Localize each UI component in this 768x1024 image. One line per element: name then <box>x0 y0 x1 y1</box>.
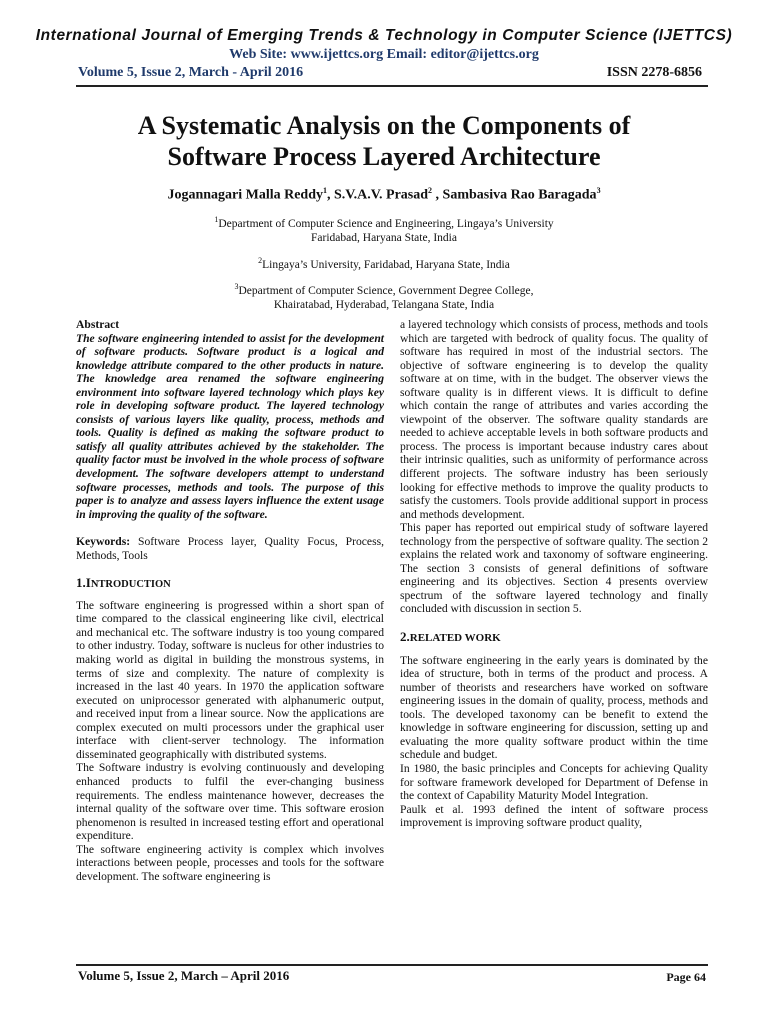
author-superscript: 3 <box>596 186 601 195</box>
abstract-heading: Abstract <box>76 318 120 331</box>
affiliation-1 <box>0 213 768 245</box>
keywords-label: Keywords: <box>76 535 131 549</box>
header-issn: ISSN 2278-6856 <box>606 65 702 80</box>
section-title: NTRODUCTION <box>90 579 171 591</box>
body-paragraph: The software engineering activity is complex which involves interactions between people, processes and tools for the software development. The software engineering is <box>76 842 384 883</box>
affiliation-line: Department of Computer Science and Engineering, Lingaya’s University <box>218 217 554 230</box>
affiliation-2 <box>0 254 768 272</box>
author-superscript: 2 <box>428 186 433 195</box>
author-name: S.V.A.V. Prasad <box>334 187 429 203</box>
author-superscript: 1 <box>323 186 328 195</box>
footer-rule <box>76 964 708 966</box>
section-number: 2. <box>400 629 410 645</box>
body-paragraph: This paper has reported out empirical study of software layered technology from the perspective of software quality. The section 2 explains the related work and taxonomy of software engineering. The section 3 consists of general definitions of software engineering and its objectives. Section 4 presents overview spectrum of the software layered technology and finally concluded with discussion in section 5. <box>400 521 708 616</box>
affiliation-superscript: 3 <box>234 282 239 291</box>
affiliation-superscript: 2 <box>258 256 263 265</box>
right-column <box>400 318 708 830</box>
paper-title <box>60 110 708 172</box>
author-separator: , <box>432 187 443 203</box>
page-number: Page 64 <box>666 970 706 984</box>
title-line-2: Software Process Layered Architecture <box>167 142 601 171</box>
header-volume: Volume 5, Issue 2, March - April 2016 <box>78 65 304 80</box>
body-paragraph: Paulk et al. 1993 defined the intent of software process improvement is improving software product quality, <box>400 802 708 830</box>
affiliation-superscript: 1 <box>214 215 219 224</box>
keywords-text: Software Process layer, Quality Focus, Process, Methods, Tools <box>76 535 384 562</box>
author-name: Jogannagari Malla Reddy <box>167 187 324 203</box>
section-1-heading <box>76 576 384 592</box>
body-paragraph: In 1980, the basic principles and Concepts for achieving Quality for software framework developed for Department of Defense in the context of Capability Maturity Model Integration. <box>400 761 708 803</box>
section-2-heading <box>400 630 708 646</box>
abstract-text: The software engineering intended to assist for the development of software products. Software product is a logical and knowledge attribute compared to the other products in nature. The knowledge area renamed the software engineering environment into software layered technology which plays key role in developing software product. The layered technology consists of various layers like quality, process, methods and tools. Quality is defined as making the software product to satisfy all quality attributes achieved by the stakeholder. The quality factor must be involved in the whole process of software development. The software developers attempt to understand software processes, methods and tools. The purpose of this paper is to analyze and assess layers influence the extent usage in improving the quality of the software. <box>76 331 384 521</box>
footer-volume: Volume 5, Issue 2, March – April 2016 <box>78 968 290 983</box>
section-first-letter: I <box>85 575 91 591</box>
left-column <box>76 318 384 883</box>
body-paragraph: The Software industry is evolving continuously and developing enhanced products to fulfil the ever-changing business requirements. The endless maintenance however, decreases the internal quality of the software over time. This software erosion phenomenon is resulted in increased testing effort and operational expenditure. <box>76 761 384 843</box>
title-line-1: A Systematic Analysis on the Components of <box>137 111 631 140</box>
section-title: RELATED WORK <box>409 632 501 645</box>
affiliation-line: Faridabad, Haryana State, India <box>311 231 457 244</box>
section-number: 1. <box>76 575 86 591</box>
author-name: Sambasiva Rao Baragada <box>442 187 597 203</box>
journal-name: International Journal of Emerging Trends & Technology in Computer Science (IJETTCS) <box>35 27 733 44</box>
body-paragraph: a layered technology which consists of process, methods and tools which are targeted with bedrock of quality focus. The quality of software has required in most of the industrial sectors. The objective of software engineering is to develop the quality software at on time, with in the budget. The observer views the software quality is in different views. It is difficult to define which contain the range of attributes and varies according the viewpoint of the observer. The software quality standards are needed to achieve acceptable levels in both software products and process. The process is important because industry cares about their intrinsic qualities, such as uniformity of performance across different projects. The software industry has been seriously looking for effective methods to improve the quality products to satisfy the customers. Tools provide additional support in process and methods development. <box>400 318 708 521</box>
affiliation-line: Khairatabad, Hyderabad, Telangana State, India <box>273 298 495 311</box>
journal-website: Web Site: www.ijettcs.org Email: editor@ijettcs.org <box>229 47 539 62</box>
affiliation-3 <box>0 280 768 312</box>
body-paragraph: The software engineering in the early years is dominated by the idea of structure, both in terms of the product and process. A number of theorists and researchers have worked on software engineering issues in the domain of quality, process, methods and tools. The developed taxonomy can be benefit to extend the knowledge in software engineering for discussion, setting up and evaluating the more quality software product within the time schedule and budget. <box>400 653 708 762</box>
author-list <box>0 186 768 204</box>
header-rule <box>76 85 708 87</box>
author-separator: , <box>327 187 335 203</box>
affiliation-line: Lingaya’s University, Faridabad, Haryana State, India <box>262 258 510 271</box>
affiliation-line: Department of Computer Science, Government Degree College, <box>238 284 534 297</box>
body-paragraph: The software engineering is progressed within a short span of time compared to the classical engineering like civil, electrical and mechanical etc. The software industry is too young compared to other industry. Today, software is nucleus for other industries to making world as digital in building the monstrous systems, in terms of size and complexity. The nature of complexity is increased in the last 40 years. In 1970 the application software executed on uniprocessor generated with alphanumeric output, and received input from a linear source. Now the applications are complex executed on multi processors under the graphical user interface with client-server technology. The information disseminated geographically with distributed systems. <box>76 598 384 761</box>
keywords <box>76 535 384 562</box>
